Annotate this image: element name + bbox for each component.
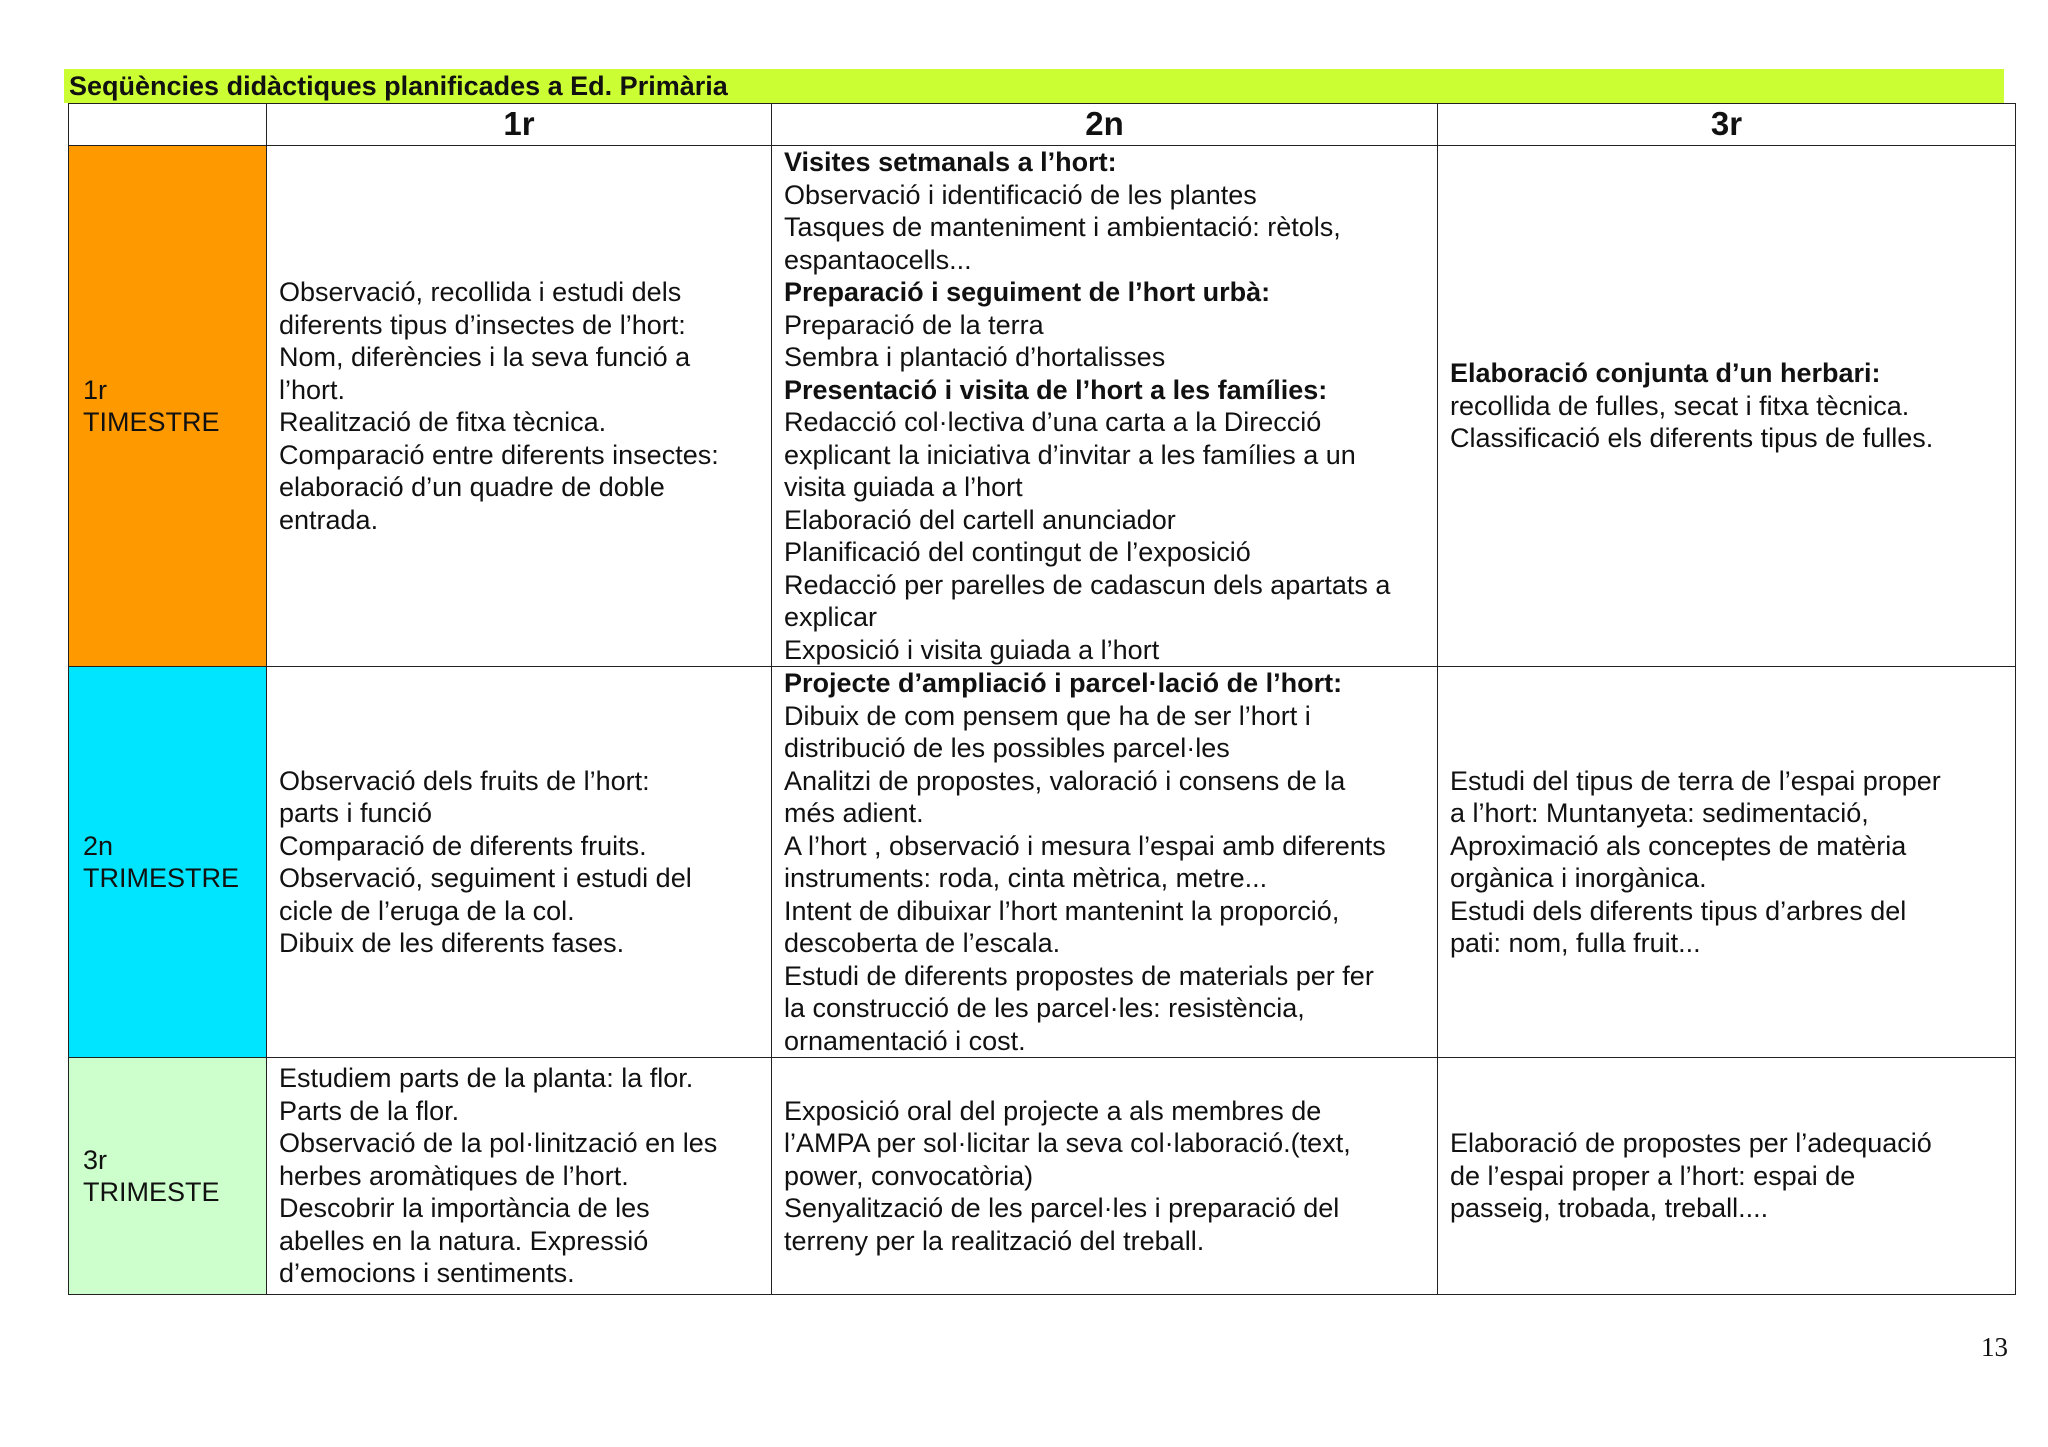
activity-cell-grade-1 [267,667,772,1058]
term-label: TIMESTRE [83,407,220,437]
activity-heading: Visites setmanals a l’hort: [784,147,1117,177]
term-label: TRIMESTRE [83,863,240,893]
page-title: Seqüències didàctiques planificades a Ed. Primària [64,69,2004,103]
activity-heading: Preparació i seguiment de l’hort urbà: [784,277,1271,307]
activity-line: Estudi de diferents propostes de materials per fer [784,960,1374,991]
activity-line: Preparació de la terra [784,309,1044,340]
term-label: 3r [83,1144,108,1175]
term-cell [69,1058,267,1295]
activity-line: distribució de les possibles parcel·les [784,733,1230,763]
activity-line: instruments: roda, cinta mètrica, metre... [784,863,1268,893]
activity-cell-grade-1 [267,146,772,667]
activity-line: l’AMPA per sol·licitar la seva col·laboració.(text, [784,1128,1351,1159]
activity-cell-grade-1 [267,1058,772,1295]
activity-line: Exposició oral del projecte a als membres de [784,1095,1322,1126]
activity-line: orgànica i inorgànica. [1450,863,1707,893]
activity-line: Estudi dels diferents tipus d’arbres del [1450,895,1907,926]
term-label: 1r [83,374,108,405]
activity-cell-grade-2 [772,1058,1438,1295]
activity-line: power, convocatòria) [784,1160,1034,1191]
term-label: 2n [83,830,114,861]
activity-line: Nom, diferències i la seva funció a [279,342,691,372]
activity-line: Dibuix de com pensem que ha de ser l’hort i [784,700,1311,731]
activity-line: d’emocions i sentiments. [279,1258,575,1289]
activity-cell-grade-2 [772,667,1438,1058]
activity-line: la construcció de les parcel·les: resistència, [784,993,1305,1023]
header-empty [69,104,267,146]
activity-cell-grade-3 [1438,146,2016,667]
table-row [69,1058,2016,1295]
activity-line: Dibuix de les diferents fases. [279,928,625,958]
activity-line: Sembra i plantació d’hortalisses [784,342,1166,372]
activity-line: Tasques de manteniment i ambientació: rètols, [784,212,1341,242]
activity-line: Comparació de diferents fruits. [279,830,647,861]
activity-line: descoberta de l’escala. [784,928,1061,958]
activity-line: Redacció col·lectiva d’una carta a la Direcció [784,407,1322,437]
activity-heading: Projecte d’ampliació i parcel·lació de l’hort: [784,668,1343,698]
activity-line: passeig, trobada, treball.... [1450,1193,1769,1224]
activity-line: a l’hort: Muntanyeta: sedimentació, [1450,798,1869,828]
activity-line: Analitzi de propostes, valoració i consens de la [784,765,1346,796]
term-cell [69,667,267,1058]
header-grade-1: 1r [267,104,772,146]
activity-line: entrada. [279,504,379,535]
activity-line: elaboració d’un quadre de doble [279,472,665,502]
activity-line: Descobrir la importància de les [279,1193,650,1224]
activity-line: pati: nom, fulla fruit... [1450,928,1701,958]
planning-table [68,103,2016,1295]
header-row [69,104,2016,146]
activity-line: explicar [784,602,878,632]
activity-line: ornamentació i cost. [784,1025,1026,1056]
activity-cell-grade-2 [772,146,1438,667]
activity-heading: Elaboració conjunta d’un herbari: [1450,358,1881,389]
header-grade-2: 2n [772,104,1438,146]
activity-line: Elaboració del cartell anunciador [784,504,1176,535]
activity-line: Planificació del contingut de l’exposició [784,537,1251,567]
activity-line: Comparació entre diferents insectes: [279,439,719,470]
page-number: 13 [1981,1332,2008,1362]
activity-line: Observació, recollida i estudi dels [279,277,682,307]
activity-line: Elaboració de propostes per l’adequació [1450,1128,1932,1159]
activity-line: visita guiada a l’hort [784,472,1023,502]
activity-line: Classificació els diferents tipus de fulles. [1450,423,1934,454]
activity-line: Observació, seguiment i estudi del [279,863,692,893]
activity-cell-grade-3 [1438,1058,2016,1295]
activity-line: Parts de la flor. [279,1095,460,1126]
activity-line: espantaocells... [784,244,972,275]
activity-cell-grade-3 [1438,667,2016,1058]
activity-line: Estudiem parts de la planta: la flor. [279,1063,694,1094]
activity-line: A l’hort , observació i mesura l’espai amb diferents [784,830,1386,861]
activity-line: parts i funció [279,798,433,828]
activity-line: més adient. [784,798,924,828]
header-grade-3: 3r [1438,104,2016,146]
activity-line: Redacció per parelles de cadascun dels apartats a [784,569,1391,600]
activity-line: Exposició i visita guiada a l’hort [784,634,1160,665]
activity-line: explicant la iniciativa d’invitar a les famílies a un [784,439,1356,470]
table-row [69,146,2016,667]
term-cell [69,146,267,667]
activity-line: de l’espai proper a l’hort: espai de [1450,1160,1856,1191]
activity-line: cicle de l’eruga de la col. [279,895,575,926]
activity-line: Intent de dibuixar l’hort mantenint la proporció, [784,895,1340,926]
activity-line: l’hort. [279,374,346,405]
activity-line: diferents tipus d’insectes de l’hort: [279,309,686,340]
activity-line: Senyalització de les parcel·les i preparació del [784,1193,1340,1224]
activity-line: Observació de la pol·linització en les [279,1128,718,1159]
activity-line: recollida de fulles, secat i fitxa tècnica. [1450,390,1910,421]
table-row [69,667,2016,1058]
activity-line: terreny per la realització del treball. [784,1225,1205,1256]
activity-line: Realització de fitxa tècnica. [279,407,607,437]
activity-line: abelles en la natura. Expressió [279,1225,649,1256]
activity-line: Observació i identificació de les plantes [784,179,1257,210]
activity-line: Observació dels fruits de l’hort: [279,765,650,796]
term-label: TRIMESTE [83,1177,220,1207]
activity-line: herbes aromàtiques de l’hort. [279,1160,629,1191]
activity-heading: Presentació i visita de l’hort a les famílies: [784,374,1328,405]
activity-line: Aproximació als conceptes de matèria [1450,830,1907,861]
activity-line: Estudi del tipus de terra de l’espai proper [1450,765,1941,796]
